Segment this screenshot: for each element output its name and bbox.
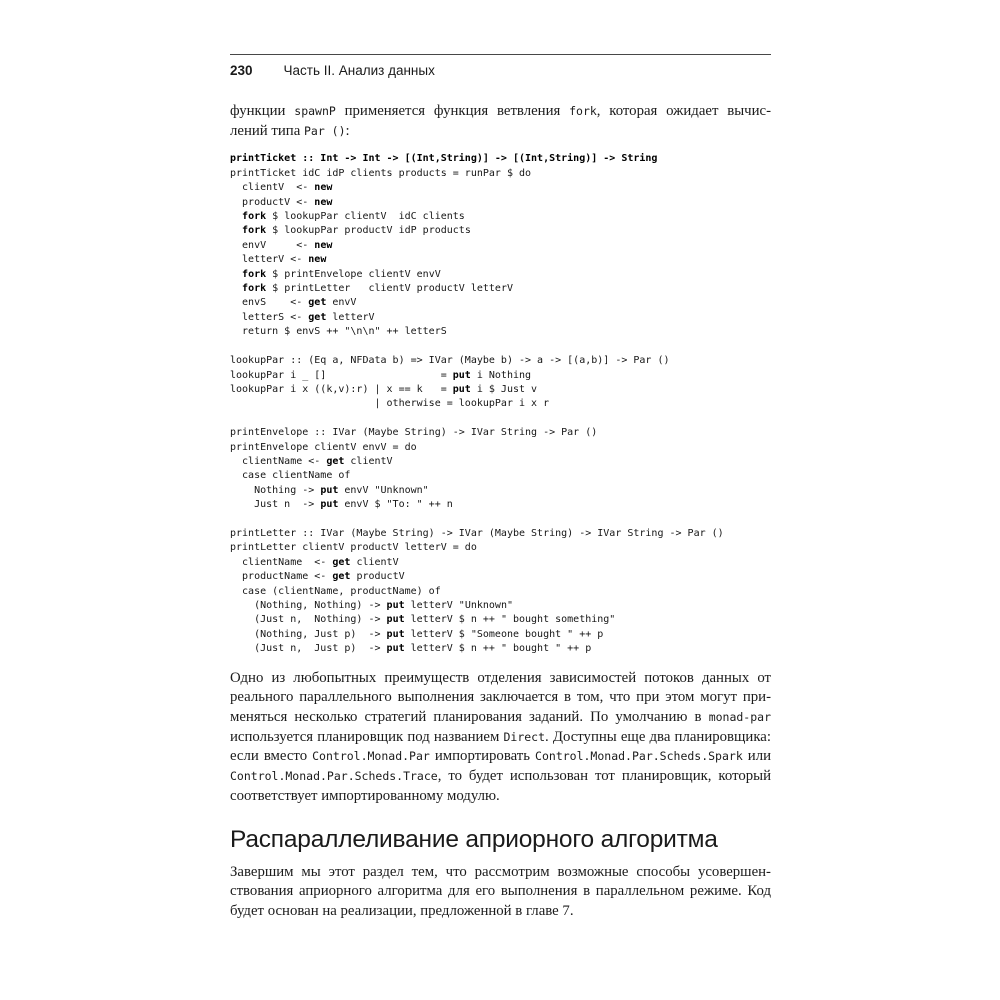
code-line	[230, 325, 771, 339]
code-keyword: fork	[242, 211, 267, 223]
text-segment: letterV "Unknown"	[404, 600, 513, 611]
text-segment	[230, 269, 242, 280]
page-number: 230	[230, 63, 253, 78]
code-line	[230, 181, 771, 195]
code-line	[230, 340, 771, 354]
text-segment: letterV $ "Someone bought " ++ p	[404, 628, 604, 640]
code-listing	[230, 152, 771, 656]
text-segment: printLetter :: IVar (Maybe String) -> IVar (Maybe String) -> IVar String -> Par ()	[230, 527, 724, 539]
text-segment: меняться несколько стратегий планирования заданий. По умолчанию в	[230, 709, 709, 726]
text-segment: | otherwise = lookupPar i x r	[230, 398, 550, 410]
code-keyword: put	[386, 628, 405, 640]
code-line	[230, 397, 771, 411]
running-header	[230, 54, 771, 78]
text-segment: return $ envS ++ "\n\n" ++ letterS	[230, 326, 447, 338]
code-keyword: put	[452, 383, 471, 395]
code-keyword: fork	[242, 225, 267, 237]
code-keyword: get	[332, 571, 351, 583]
intro-paragraph	[230, 102, 771, 141]
text-segment: (Just n, Nothing) ->	[230, 614, 387, 626]
text-segment: printEnvelope clientV envV = do	[230, 441, 417, 453]
part-title: Часть II. Анализ данных	[283, 63, 435, 78]
code-line	[230, 253, 771, 267]
text-line	[230, 122, 771, 142]
text-segment: ствования априорного алгоритма для его выполнения в параллельном режиме. Код	[230, 883, 771, 900]
code-line	[230, 296, 771, 310]
text-segment: envV	[326, 297, 357, 309]
text-segment: :	[345, 122, 350, 139]
code-keyword: new	[314, 239, 333, 251]
text-segment: clientV	[350, 556, 399, 568]
text-line	[230, 688, 771, 708]
text-segment: envV $ "To: " ++ n	[338, 499, 453, 511]
inline-code: monad-par	[708, 710, 771, 725]
inline-code: Control.Monad.Par	[312, 749, 430, 764]
text-line	[230, 902, 771, 922]
code-line	[230, 210, 771, 224]
code-line	[230, 383, 771, 397]
code-line	[230, 239, 771, 253]
text-segment: productName <-	[230, 571, 333, 583]
text-segment: clientV <-	[230, 182, 315, 194]
inline-code: Control.Monad.Par.Scheds.Trace	[230, 769, 438, 784]
code-line	[230, 426, 771, 440]
text-segment: lookupPar :: (Eq a, NFData b) => IVar (Maybe b) -> a -> [(a,b)] -> Par ()	[230, 355, 670, 367]
code-line	[230, 513, 771, 527]
code-line	[230, 599, 771, 613]
text-segment: Nothing ->	[230, 484, 321, 496]
code-keyword: new	[308, 254, 327, 266]
code-line	[230, 541, 771, 555]
text-line	[230, 767, 771, 787]
code-line	[230, 152, 771, 166]
code-line	[230, 455, 771, 469]
code-line	[230, 556, 771, 570]
code-keyword: put	[320, 499, 339, 511]
code-keyword: get	[326, 455, 345, 467]
section-heading: Распараллеливание априорного алгоритма	[230, 825, 718, 853]
text-segment: реального параллельного выполнения заключается в том, что при этом могут при-	[230, 689, 771, 706]
text-line	[230, 863, 771, 883]
text-segment	[230, 211, 242, 222]
text-segment: используется планировщик под названием	[230, 728, 504, 745]
code-line	[230, 167, 771, 181]
code-line	[230, 484, 771, 498]
text-line	[230, 882, 771, 902]
code-line	[230, 268, 771, 282]
text-segment: productV	[350, 571, 405, 583]
inline-code: Control.Monad.Par.Scheds.Spark	[535, 749, 743, 764]
inline-code: Direct	[503, 729, 546, 744]
code-keyword: new	[314, 196, 333, 208]
text-segment: лений типа	[230, 122, 304, 139]
text-segment: clientV	[344, 455, 393, 467]
text-segment	[230, 283, 242, 294]
code-line	[230, 498, 771, 512]
code-keyword: put	[386, 600, 405, 611]
text-segment: $ lookupPar clientV idC clients	[266, 211, 465, 223]
inline-code: spawnP	[294, 104, 336, 118]
closing-paragraph	[230, 863, 771, 922]
text-segment: lookupPar i _ [] =	[230, 369, 453, 381]
text-segment: будет основан на реализации, предложенной в главе 7.	[230, 902, 574, 919]
scheduler-paragraph	[230, 669, 771, 807]
text-segment: i $ Just v	[470, 383, 538, 395]
text-segment: lookupPar i x ((k,v):r) | x == k =	[230, 383, 453, 395]
code-line	[230, 585, 771, 599]
code-line	[230, 613, 771, 627]
code-line	[230, 642, 771, 656]
text-segment: clientName <-	[230, 556, 333, 568]
text-segment: printEnvelope :: IVar (Maybe String) -> IVar String -> Par ()	[230, 427, 598, 439]
text-line	[230, 708, 771, 728]
text-segment: letterS <-	[230, 311, 309, 323]
code-keyword: put	[452, 369, 471, 381]
text-segment: clientName <-	[230, 455, 327, 467]
text-segment: i Nothing	[470, 369, 532, 381]
code-keyword: put	[386, 614, 405, 626]
text-segment: envS <-	[230, 297, 309, 309]
code-line	[230, 628, 771, 642]
text-line	[230, 787, 771, 807]
inline-code: Par ()	[303, 123, 346, 138]
code-line	[230, 527, 771, 541]
text-segment: , которая ожидает вычис-	[596, 103, 771, 119]
text-segment: productV <-	[230, 196, 315, 208]
code-line	[230, 412, 771, 426]
text-segment: (Just n, Just p) ->	[230, 643, 387, 655]
code-keyword: get	[308, 311, 327, 323]
code-keyword: put	[386, 643, 405, 655]
text-line	[230, 728, 771, 748]
text-segment: Just n ->	[230, 499, 321, 511]
text-segment: функции	[230, 103, 295, 119]
text-segment: envV <-	[230, 239, 315, 251]
text-segment: или	[742, 748, 772, 765]
text-segment: Завершим мы этот раздел тем, что рассмотрим возможные способы усовершен-	[230, 863, 771, 880]
text-segment: импортировать	[429, 748, 536, 765]
code-line	[230, 441, 771, 455]
code-line	[230, 354, 771, 368]
code-keyword: printTicket :: Int -> Int -> [(Int,String)] -> [(Int,String)] -> String	[230, 153, 658, 165]
code-line	[230, 224, 771, 238]
code-keyword: put	[320, 484, 339, 496]
text-segment: (Nothing, Just p) ->	[230, 628, 387, 640]
text-segment: printLetter clientV productV letterV = do	[230, 542, 477, 554]
code-line	[230, 282, 771, 296]
text-segment: letterV	[326, 311, 375, 323]
text-segment: (Nothing, Nothing) ->	[230, 600, 387, 611]
text-line	[230, 669, 771, 689]
text-segment: letterV <-	[230, 254, 309, 266]
text-segment: применяется функция ветвления	[335, 103, 570, 119]
code-keyword: new	[314, 182, 333, 194]
text-line	[230, 747, 771, 767]
text-segment: letterV $ n ++ " bought " ++ p	[404, 643, 592, 655]
text-segment: letterV $ n ++ " bought something"	[404, 614, 616, 626]
inline-code: fork	[569, 104, 597, 118]
code-keyword: get	[332, 556, 351, 568]
text-segment: case (clientName, productName) of	[230, 585, 441, 597]
code-line	[230, 369, 771, 383]
text-line	[230, 102, 771, 122]
text-segment: printTicket idC idP clients products = runPar $ do	[230, 167, 532, 179]
code-keyword: get	[308, 297, 327, 309]
text-segment: $ printEnvelope clientV envV	[266, 268, 441, 280]
code-keyword: fork	[242, 283, 267, 295]
text-segment: соответствует импортированному модулю.	[230, 787, 500, 804]
code-line	[230, 469, 771, 483]
text-segment	[230, 225, 242, 236]
text-segment: , то будет использован тот планировщик, который	[437, 768, 771, 785]
book-page-content	[230, 0, 771, 922]
text-segment: envV "Unknown"	[338, 484, 429, 496]
text-segment: case clientName of	[230, 470, 351, 482]
code-line	[230, 570, 771, 584]
text-segment: Одно из любопытных преимуществ отделения зависимостей потоков данных от	[230, 669, 771, 686]
text-segment: . Доступны еще два планировщика:	[545, 728, 771, 745]
text-segment: $ printLetter clientV productV letterV	[266, 283, 513, 295]
code-keyword: fork	[242, 268, 267, 280]
code-line	[230, 311, 771, 325]
text-segment: если вместо	[230, 748, 313, 765]
code-line	[230, 196, 771, 210]
text-segment: $ lookupPar productV idP products	[266, 225, 471, 237]
